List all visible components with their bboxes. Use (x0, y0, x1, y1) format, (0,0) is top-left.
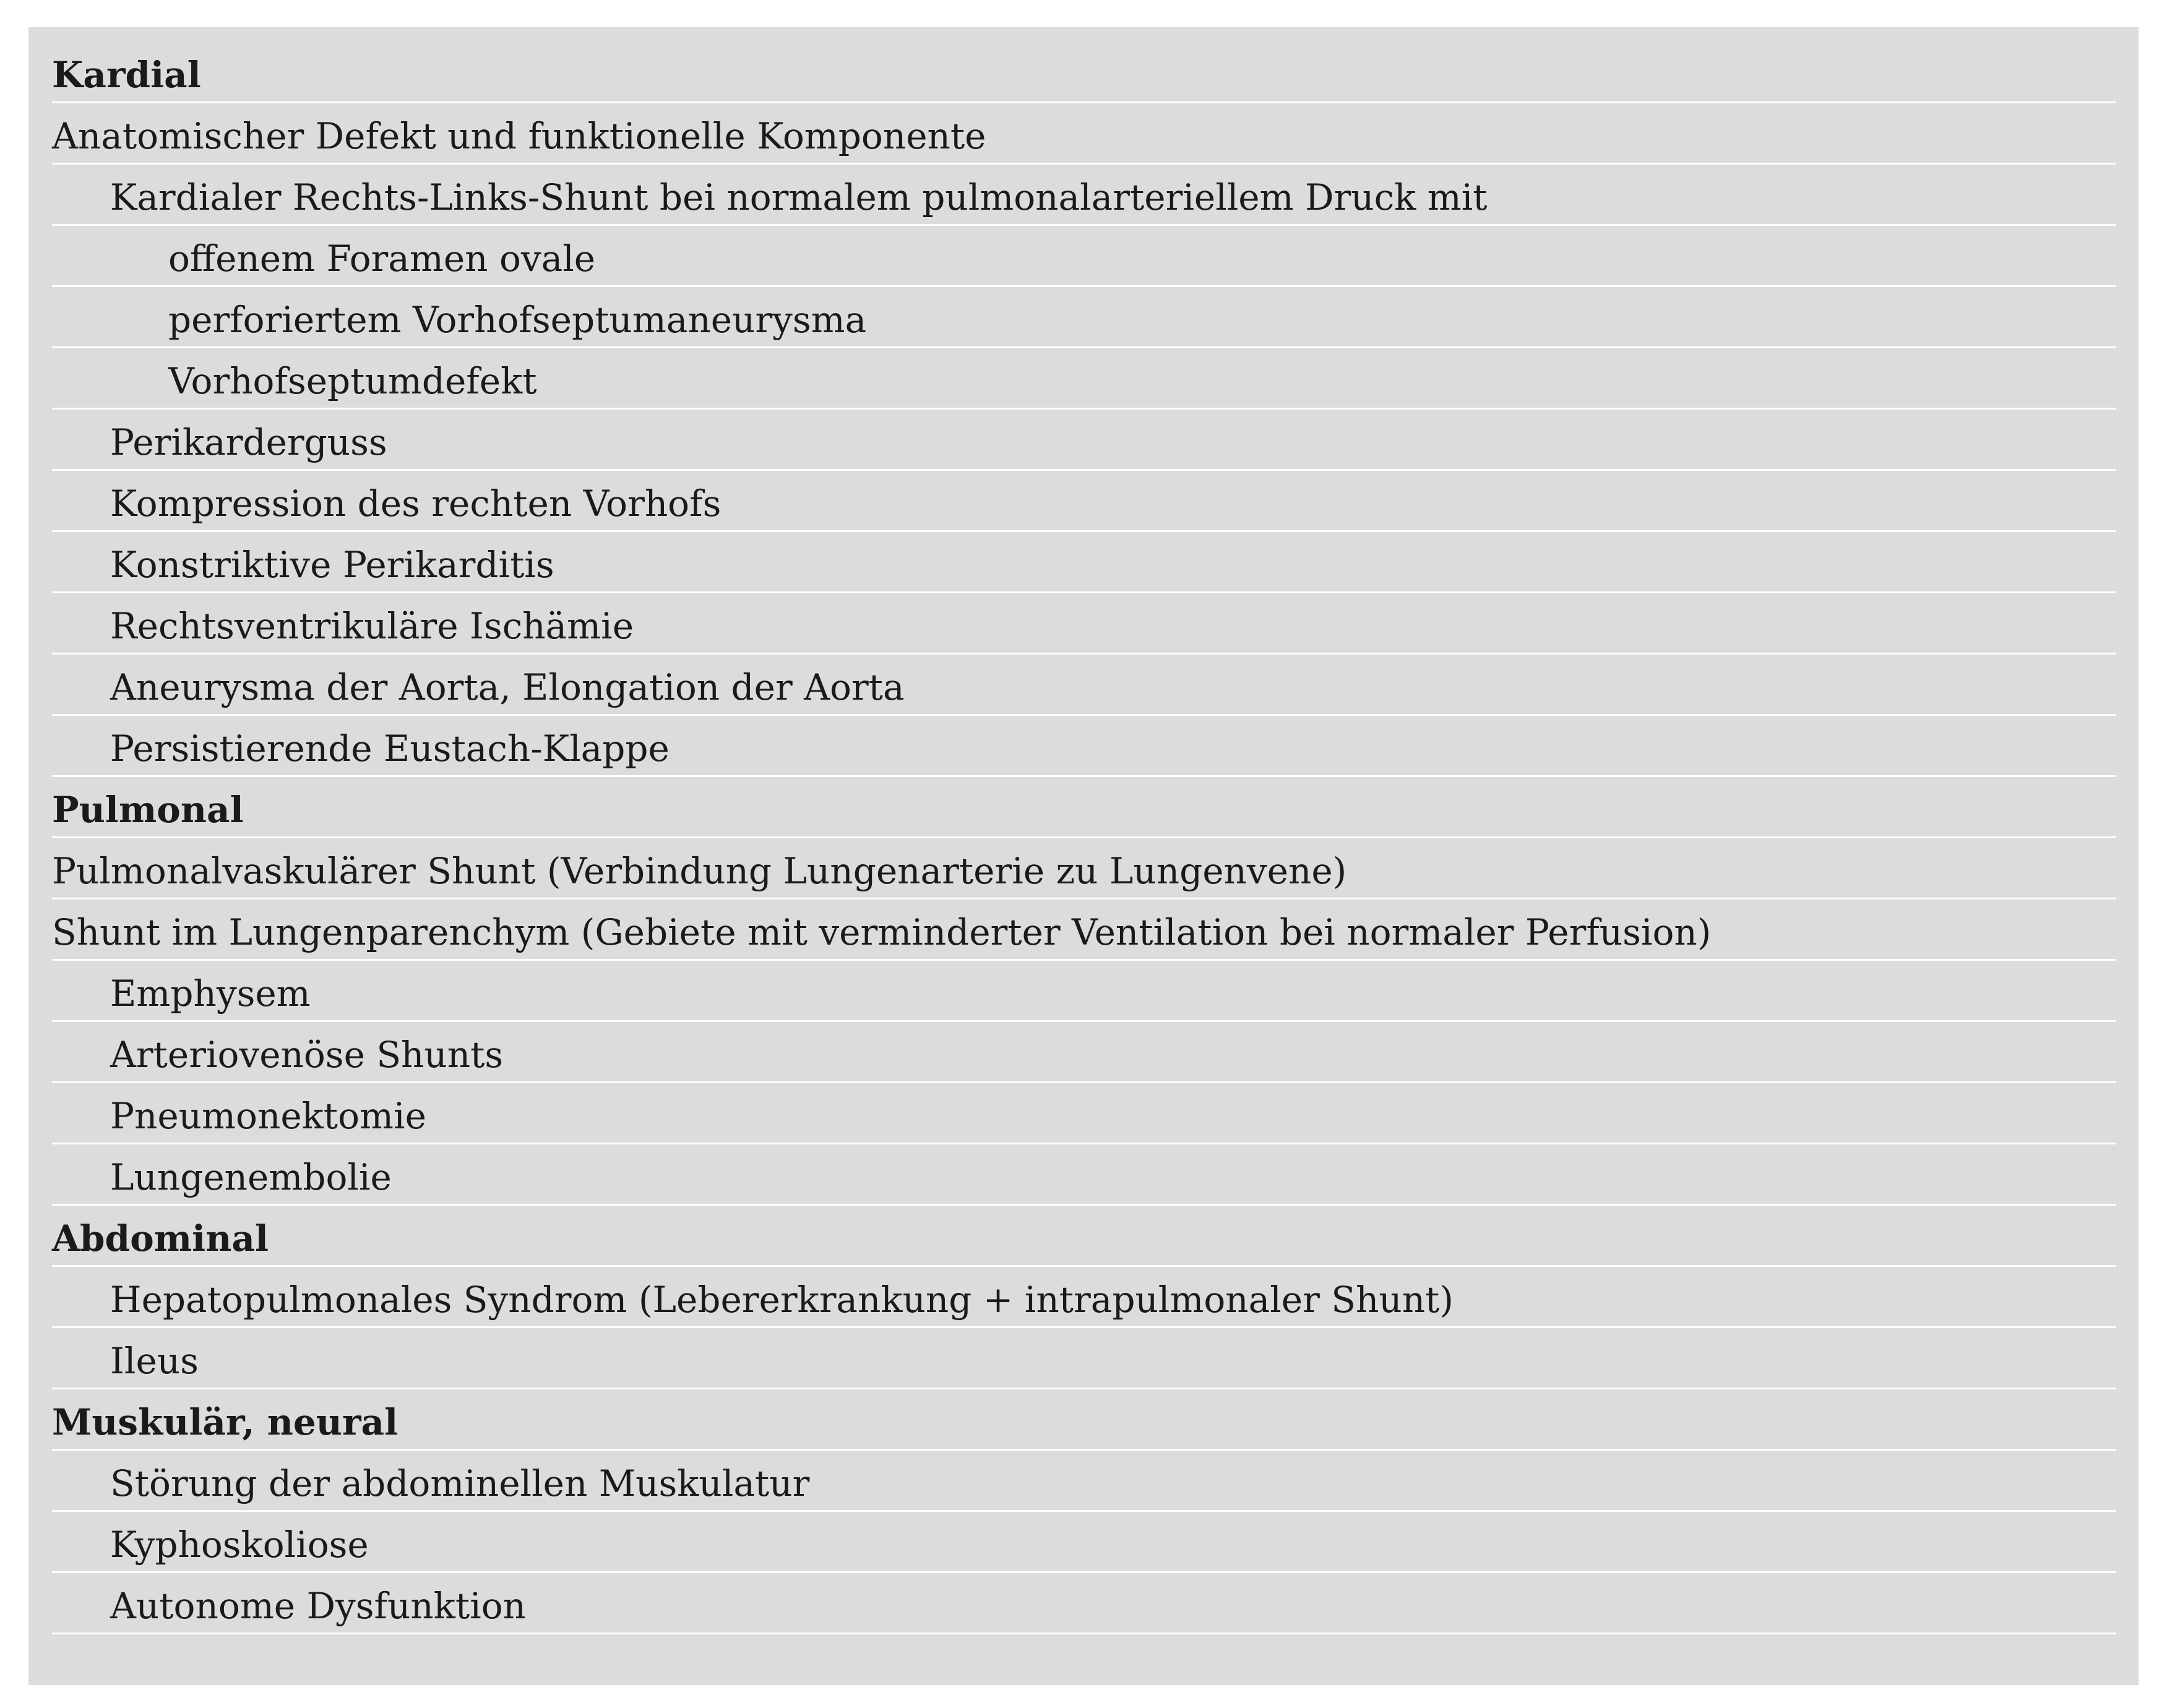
section-heading (52, 42, 2116, 103)
row-text: Arteriovenöse Shunts (110, 1034, 504, 1076)
row-text: Persistierende Eustach-Klappe (110, 727, 670, 770)
row-text: Kyphoskoliose (110, 1524, 369, 1566)
section-heading (52, 1206, 2116, 1267)
row-text: Shunt im Lungenparenchym (Gebiete mit verminderter Ventilation bei normaler Perfusion) (52, 911, 1712, 953)
table-body (52, 42, 2116, 1634)
table-row (52, 1022, 2116, 1083)
row-text: Anatomischer Defekt und funktionelle Komponente (52, 115, 986, 157)
table-row (52, 1083, 2116, 1144)
row-text: Hepatopulmonales Syndrom (Lebererkrankung + intrapulmonaler Shunt) (110, 1279, 1454, 1321)
table-row (52, 348, 2116, 410)
section-heading (52, 1389, 2116, 1451)
row-text: Ileus (110, 1340, 199, 1382)
row-text: Störung der abdominellen Muskulatur (110, 1462, 810, 1504)
table-row (52, 1512, 2116, 1573)
row-text: Kardialer Rechts-Links-Shunt bei normalem pulmonalarteriellem Druck mit (110, 176, 1488, 218)
row-text: Pulmonalvaskulärer Shunt (Verbindung Lungenarterie zu Lungenvene) (52, 850, 1347, 892)
row-text: Pneumonektomie (110, 1095, 426, 1137)
row-text: Rechtsventrikuläre Ischämie (110, 605, 634, 647)
table-row (52, 654, 2116, 716)
section-heading-text: Pulmonal (52, 789, 244, 831)
table-row (52, 1451, 2116, 1512)
section-heading-text: Abdominal (52, 1217, 269, 1260)
row-text: Aneurysma der Aorta, Elongation der Aorta (110, 666, 905, 708)
section-heading-text: Kardial (52, 54, 201, 96)
table-row (52, 961, 2116, 1022)
table-row (52, 410, 2116, 471)
table-row (52, 899, 2116, 961)
table-row (52, 593, 2116, 654)
section-heading (52, 777, 2116, 838)
table-row (52, 103, 2116, 165)
row-text: Autonome Dysfunktion (110, 1585, 526, 1627)
row-text: Lungenembolie (110, 1156, 392, 1198)
table-row (52, 471, 2116, 532)
row-text: perforiertem Vorhofseptumaneurysma (168, 299, 867, 341)
section-heading-text: Muskulär, neural (52, 1401, 399, 1443)
row-text: Perikarderguss (110, 421, 387, 463)
table-row (52, 716, 2116, 777)
row-text: Kompression des rechten Vorhofs (110, 483, 722, 525)
row-text: Konstriktive Perikarditis (110, 544, 554, 586)
table-row (52, 1573, 2116, 1634)
row-text: offenem Foramen ovale (168, 238, 596, 280)
table-row (52, 532, 2116, 593)
row-text: Vorhofseptumdefekt (168, 360, 537, 402)
table-row (52, 1328, 2116, 1389)
table-row (52, 287, 2116, 348)
table-row (52, 226, 2116, 287)
table-row (52, 165, 2116, 226)
table-row (52, 1267, 2116, 1328)
table-row (52, 1144, 2116, 1206)
table-panel (28, 27, 2139, 1685)
table-row (52, 838, 2116, 899)
row-text: Emphysem (110, 972, 311, 1015)
